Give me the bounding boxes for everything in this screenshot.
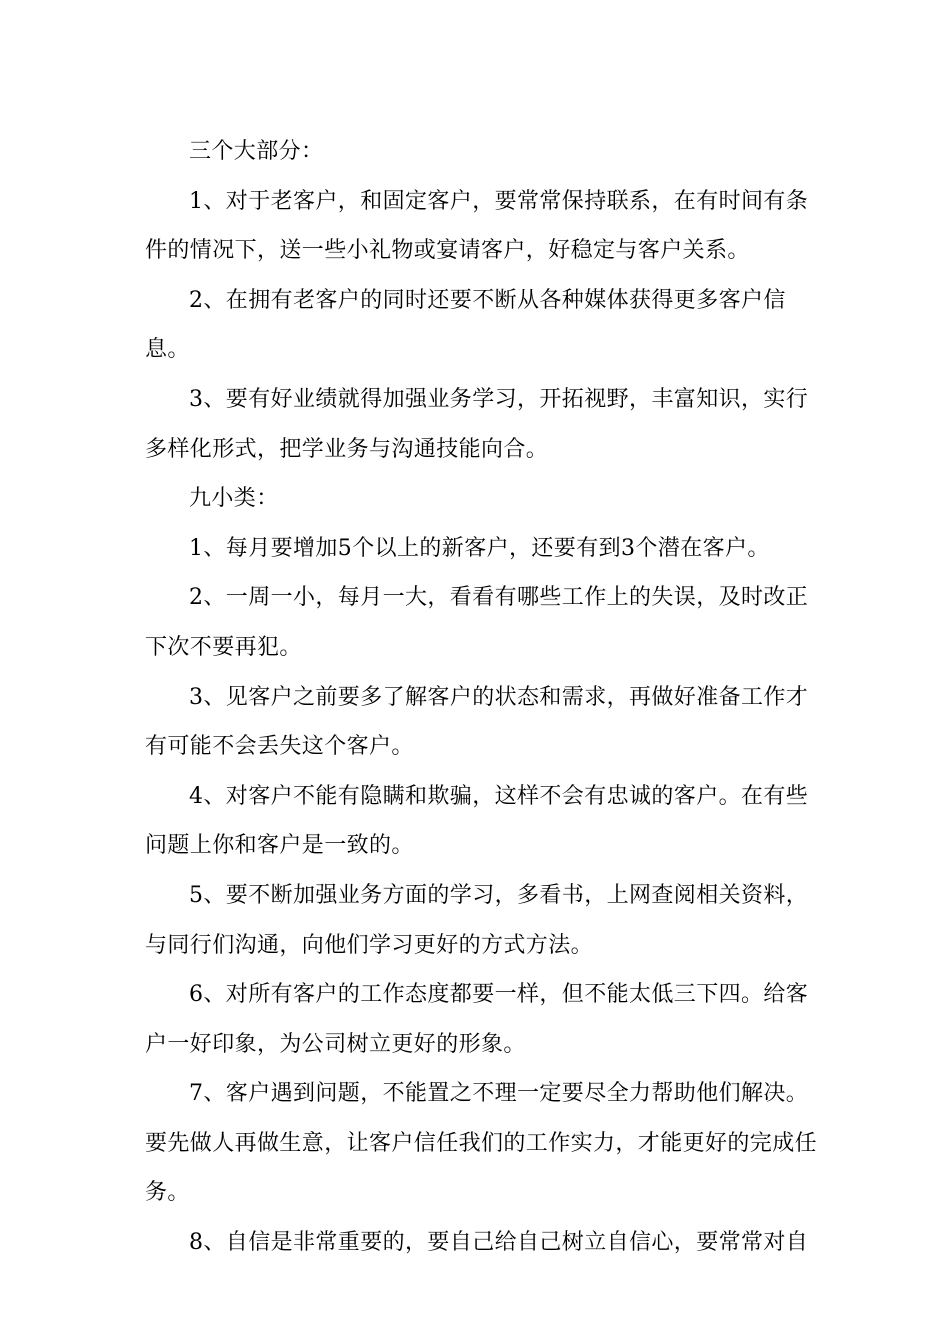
paragraph: 2、在拥有老客户的同时还要不断从各种媒体获得更多客户信息。	[145, 287, 786, 363]
paragraph: 4、对客户不能有隐瞒和欺骗，这样不会有忠诚的客户。在有些问题上你和客户是一致的。	[145, 783, 809, 859]
paragraph: 2、一周一小，每月一大，看看有哪些工作上的失误，及时改正下次不要再犯。	[145, 585, 809, 660]
paragraph: 1、每月要增加5个以上的新客户，还要有到3个潜在客户。	[189, 535, 770, 561]
paragraph: 8、自信是非常重要的，要自己给自己树立自信心，要常常对自	[189, 1230, 809, 1256]
section-heading-nine-categories: 九小类：	[189, 486, 279, 512]
paragraph: 7、客户遇到问题，不能置之不理一定要尽全力帮助他们解决。要先做人再做生意，让客户信任我们的工作实力，才能更好的完成任务。	[145, 1081, 818, 1206]
paragraph: 1、对于老客户，和固定客户，要常常保持联系，在有时间有条件的情况下，送一些小礼物或宴请客户，好稳定与客户关系。	[145, 188, 809, 264]
paragraph: 6、对所有客户的工作态度都要一样，但不能太低三下四。给客户一好印象，为公司树立更好的形象。	[145, 982, 809, 1057]
paragraph: 3、要有好业绩就得加强业务学习，开拓视野，丰富知识，实行多样化形式，把学业务与沟通技能向合。	[145, 386, 809, 462]
paragraph: 5、要不断加强业务方面的学习，多看书，上网查阅相关资料，与同行们沟通，向他们学习更好的方式方法。	[145, 882, 809, 958]
paragraph: 3、见客户之前要多了解客户的状态和需求，再做好准备工作才有可能不会丢失这个客户。	[145, 684, 809, 760]
document-body	[145, 127, 817, 1268]
section-heading-three-parts: 三个大部分：	[189, 139, 324, 164]
